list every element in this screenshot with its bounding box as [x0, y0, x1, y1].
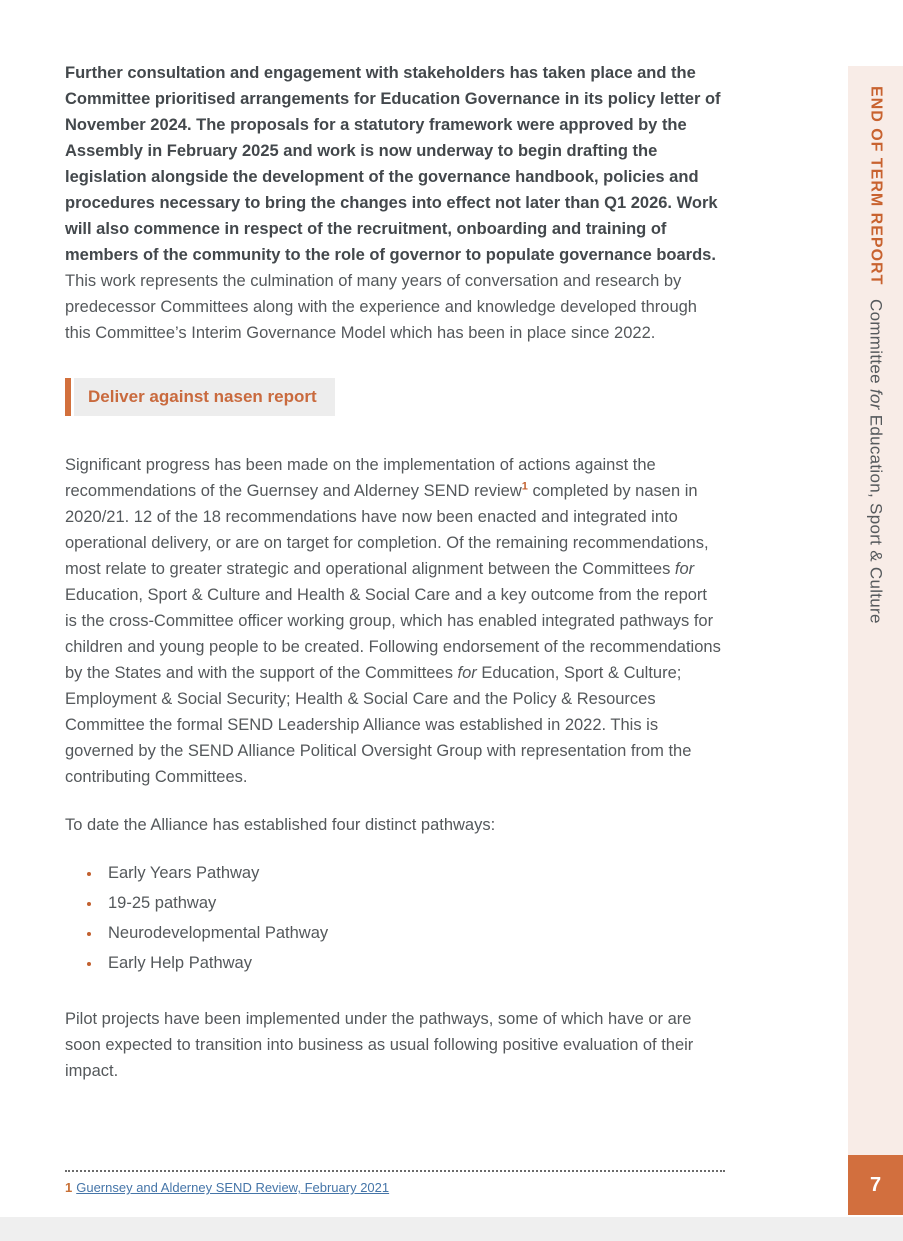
- list-item-label: Neurodevelopmental Pathway: [108, 924, 329, 942]
- page-bottom-edge: [0, 1217, 903, 1241]
- list-item: [102, 948, 723, 978]
- pathways-list: [65, 858, 723, 978]
- list-item: [102, 858, 723, 888]
- committee-name-pre: Committee: [866, 299, 886, 390]
- footnote-link[interactable]: Guernsey and Alderney SEND Review, February 2021: [76, 1180, 390, 1195]
- committee-name-italic: for: [866, 389, 886, 411]
- list-item: [102, 888, 723, 918]
- heading-accent-bar: [65, 378, 71, 416]
- list-item: [102, 918, 723, 948]
- paragraph-nasen-progress: [65, 452, 723, 790]
- document-body: [65, 60, 723, 1084]
- paragraph-governance: [65, 60, 723, 346]
- page-number: 7: [869, 1173, 882, 1196]
- report-title: END OF TERM REPORT: [867, 86, 885, 286]
- footnote-divider: [65, 1170, 725, 1172]
- committee-name-post: Education, Sport & Culture: [866, 410, 886, 625]
- list-item-label: Early Help Pathway: [108, 954, 252, 972]
- footnote-area: [65, 1170, 725, 1196]
- paragraph-governance-regular: This work represents the culmination of many years of conversation and research by predecessor Committees along with the experience and knowledge developed through this Committee’s Interim Governance Model which has been in place since 2022.: [65, 272, 697, 342]
- list-item-label: Early Years Pathway: [108, 864, 260, 882]
- paragraph-governance-bold: Further consultation and engagement with stakeholders has taken place and the Committee prioritised arrangements for Education Governance in its policy letter of November 2024. The proposals for a statutory framework were approved by the Assembly in February 2025 and work is now underway to begin drafting the legislation alongside the development of the governance handbook, policies and procedures necessary to bring the changes into effect not later than Q1 2026. Work will also commence in respect of the recruitment, onboarding and training of members of the community to the role of governor to populate governance boards.: [65, 64, 721, 264]
- paragraph-text-segment: completed by nasen in 2020/21. 12 of the 18 recommendations have now been enacted and integrated into operational delivery, or are on target for completion. Of the remaining recommendations, most relate to greater strategic and operational alignment between the Committees: [65, 482, 709, 578]
- paragraph-pilot-projects: Pilot projects have been implemented under the pathways, some of which have or are soon expected to transition into business as usual following positive evaluation of their impact.: [65, 1010, 694, 1080]
- list-item-label: 19-25 pathway: [108, 894, 217, 912]
- paragraph-pathways-intro: To date the Alliance has established four distinct pathways:: [65, 816, 496, 834]
- italic-for: for: [674, 560, 695, 578]
- footnote-reference-1: 1: [521, 480, 528, 493]
- italic-for: for: [457, 664, 477, 682]
- paragraph-text-segment: Education, Sport & Culture and Health & Social Care and a key outcome from the report is the cross-Committee officer working group, which has enabled integrated pathways for children and young people to be created. Following endorsement of the recommendations by the States and with the support of the Committees: [65, 586, 721, 682]
- sidebar-vertical-text: [866, 66, 886, 1155]
- section-heading: Deliver against nasen report: [74, 378, 335, 416]
- section-heading-row: [65, 378, 335, 416]
- committee-name: [867, 299, 886, 624]
- footnote-number: 1: [65, 1180, 73, 1195]
- paragraph-text-segment: Significant progress has been made on the implementation of actions against the recommendations of the Guernsey and Alderney SEND review: [65, 456, 656, 500]
- paragraph-text-segment: Education, Sport & Culture; Employment & Social Security; Health & Social Care and the Policy & Resources Committee the formal SEND Leadership Alliance was established in 2022. This is governed by the SEND Alliance Political Oversight Group with representation from the contributing Committees.: [65, 664, 692, 786]
- page-number-badge: [848, 1155, 903, 1215]
- footnote-entry: [65, 1180, 725, 1196]
- sidebar: [848, 66, 903, 1155]
